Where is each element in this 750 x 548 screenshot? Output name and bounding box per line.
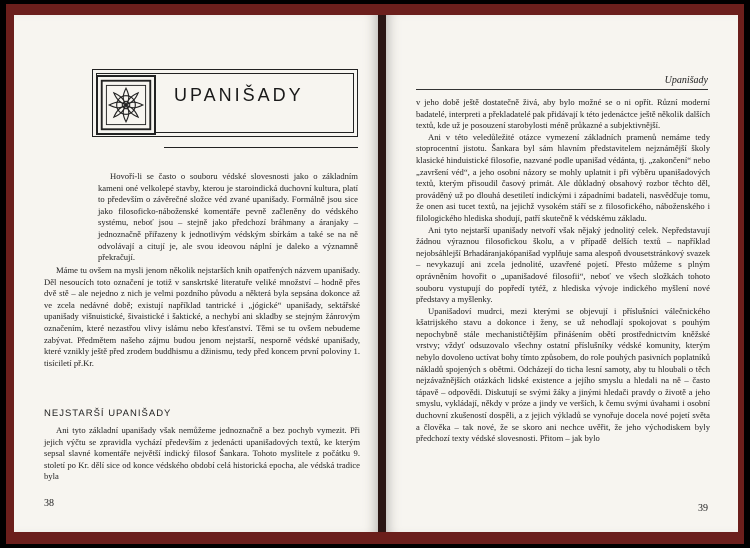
title-rule <box>164 147 358 148</box>
page-number: 38 <box>44 498 54 509</box>
body-paragraph: v jeho době ještě dostatečně živá, aby bylo možné se o ni opřít. Různí moderní badatelé, interpreti a překladatelé pak přidávají k této jedenáctce ještě několik dalších textů, kde už je posouzení starobylosti méně průkazné a subjektivnější. <box>416 97 710 131</box>
intro-paragraph: Hovoří-li se často o souboru védské slovesnosti jako o základním kameni oné velkolepé stavby, kterou je staroindická duchovní kultura, platí to především o závěrečné složce véd zvané upanišady. Formálně jsou sice jako filosoficko-náboženské komentáře pevně začleněny do védského systému, neboť jsou – stejně jako předchozí bráhmany a áranjaky – jednoznačně přiřazeny k jednotlivým védským sbírkám a také se na ně odvolávají a citují je, ale svou ideovou náplní je daleko a významně překračují. <box>98 171 358 263</box>
body-text <box>416 97 710 445</box>
body-paragraph: Upanišadoví mudrci, mezi kterými se objevují i příslušníci válečnického kšatrijského stavu a dokonce i ženy, se už nehodlají spokojovat s pouhým nepochybně stále mechanističtějším přináśením obětí prostřednictvím kněžské vrstvy; vždyť odsuzovalo všechny ostatní příslušníky védské komunity, kterým nebylo dovoleno uctívat bohy tímto způsobem, do role pouhých pasivních poplatníků nákladů spojených s obětmi. Odcházejí do ticha lesní samoty, aby tu hloubali o těch nejzávažnějších otázkách lidské existence a jejího smyslu a hledali na ně – často tápavě – odpovědi. Diskutují se svými žáky a jinými hledači pravdy o životě a jeho smyslu, vykládají, někdy v próze a jindy ve verších, k čemu svými úvahami i osobní duchovní zkušeností dospěli, a z jejich výkladů se vynořuje docela nové pojetí světa a člověka – tak nové, že se skoro ani nechce uvěřit, že jeho východiskem byly předchozí texty védské slovesnosti. Přitom – jak bylo <box>416 305 710 444</box>
chapter-title: UPANIŠADY <box>174 85 304 105</box>
left-page <box>14 15 378 532</box>
header-rule <box>416 89 708 90</box>
body-paragraph: Ani tyto základní upanišady však nemůžeme jednoznačně a bez pochyb vymezit. Při jejich výčtu se zpravidla vychází především z jedenácti upanišadových textů, ke kterým sepsal slavné komentáře největší indický filosof Šankara. Tohoto myslitele z počátku 9. století po Kr. dělí sice od konce védského období celá historická epocha, ale védská tradice byla <box>44 425 360 482</box>
body-paragraph: Ani v této veledůležité otázce vymezení základních pramenů nemáme tedy stoprocentní jistotu. Šankara byl sám hlavním představitelem nejznámější školy klasické hinduistické filosofie, nazvané podle upanišad védánta, tj. „zakončení“ nebo „završení véd“, a jeho osobní názory se mohly uplatnit i při výběru upanišadových textů, kterým přisoudil časový primát. Ale důkladný obsahový rozbor těchto děl, prováděný už po dlouhá desetiletí indickými i západními badateli, nasvědčuje tomu, že onen asi tucet textů, na jejichž vysokém stáří se z filosofického, náboženského i filologického hlediska shodují, patří skutečně k védskému základu. <box>416 131 710 223</box>
right-page <box>386 15 738 532</box>
book-spread <box>6 4 744 544</box>
body-paragraph: Máme tu ovšem na mysli jenom několik nejstarších knih opatřených názvem upanišady. Děl nesoucích toto označení je totiž v sanskrtské literatuře veliké množství – hodně přes dvě stě – ale nejedno z nich je velmi pozdního původu a některá byla sepsána dokonce až ve zcela nedávné době; existují například tantrické i „jógické“ upanišady, sektářské upanišady višnuistické, šivaistické i šaktické, a nechybí ani skladby se stejným žánrovým označením, které nezastřou vlivy islámu nebo křesťanství. Těmi se tu ovšem nebudeme zabývat. Předmětem našeho zájmu budou jenom nejstarší, nesporně védské upanišady, které vznikly ještě před zrodem buddhismu a džinismu, tedy před koncem první poloviny 1. tisíciletí př.Kr. <box>44 265 360 368</box>
page-number: 39 <box>698 503 708 514</box>
lotus-ornament-icon <box>96 75 156 135</box>
running-head: Upanišady <box>664 75 708 86</box>
body-paragraph: Ani tyto nejstarší upanišady netvoří však nějaký jednolitý celek. Nepředstavují žádnou výraznou filosofickou školu, a v případě delších textů – například nejobsáhlejší Brhadáranjakópanišad vyplňuje sama alespoň dvousetstránkový svazek – nevykazují ani zcela jednolité, uzavřené pojetí. Přesto můžeme s plným oprávněním hovořit o „upanišadové filosofii“, neboť ve všech složkách tohoto souboru vystupují do popředí tytéž, z hlediska vývoje indického myšlení nové představy a myšlenky. <box>416 224 710 305</box>
section-heading: NEJSTARŠÍ UPANIŠADY <box>44 408 172 419</box>
book-gutter <box>378 15 386 532</box>
